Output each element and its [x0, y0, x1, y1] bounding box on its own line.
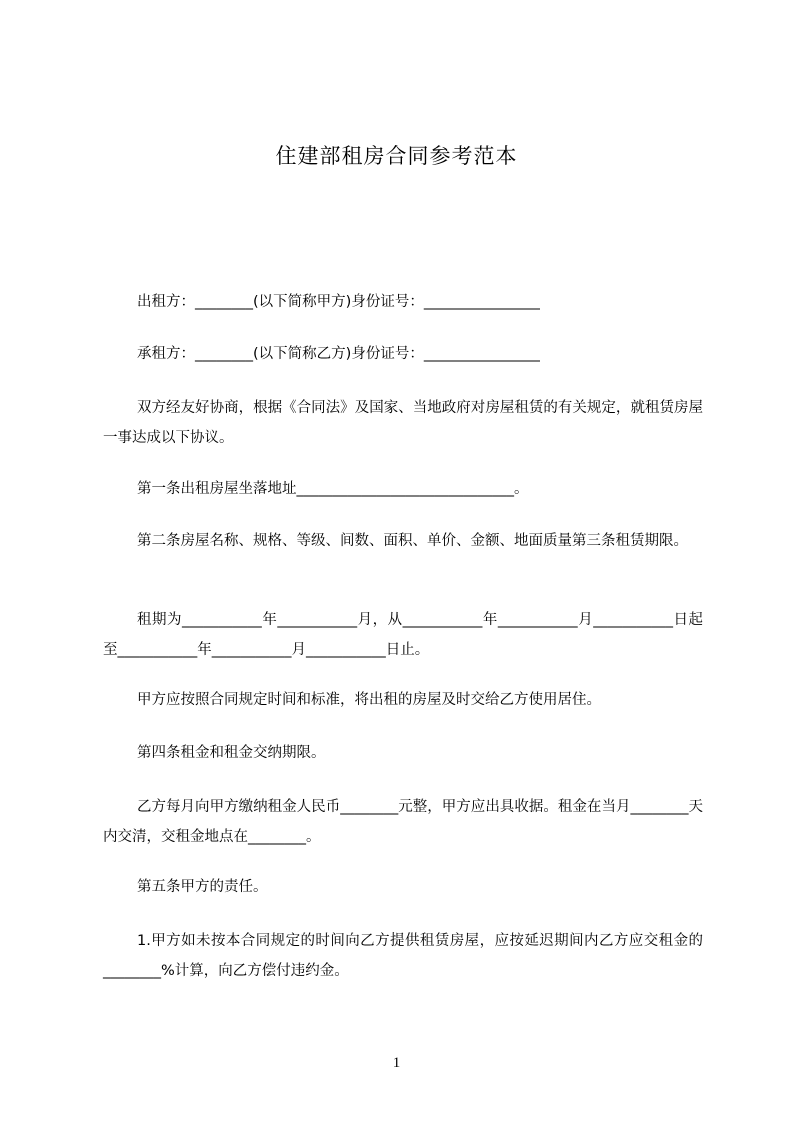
page-number: 1 — [392, 1055, 401, 1071]
paragraph-clause-5-1: 1.甲方如未按本合同规定的时间向乙方提供租赁房屋，应按延迟期间内乙方应交租金的________%计算，向乙方偿付违约金。 — [103, 933, 703, 979]
paragraph-lease-term: 租期为___________年___________月，从___________年___________月___________日起至___________年___________月___________日止。 — [103, 612, 703, 658]
paragraph-lessee: 承租方：________(以下简称乙方)身份证号：________________ — [137, 346, 540, 362]
paragraph-delivery: 甲方应按照合同规定时间和标准，将出租的房屋及时交给乙方使用居住。 — [137, 692, 601, 708]
paragraph-rent-payment: 乙方每月向甲方缴纳租金人民币________元整，甲方应出具收据。租金在当月________天内交清，交租金地点在________。 — [103, 799, 703, 845]
paragraph-article-5: 第五条甲方的责任。 — [137, 879, 268, 895]
paragraph-agreement-intro: 双方经友好协商，根据《合同法》及国家、当地政府对房屋租赁的有关规定，就租赁房屋一事达成以下协议。 — [103, 400, 703, 446]
paragraph-article-2: 第二条房屋名称、规格、等级、间数、面积、单价、金额、地面质量第三条租赁期限。 — [137, 533, 688, 549]
paragraph-article-1: 第一条出租房屋坐落地址______________________________。 — [137, 481, 529, 497]
paragraph-lessor: 出租方：________(以下简称甲方)身份证号：________________ — [137, 294, 540, 310]
document-title: 住建部租房合同参考范本 — [275, 144, 518, 168]
paragraph-article-4: 第四条租金和租金交纳期限。 — [137, 745, 326, 761]
